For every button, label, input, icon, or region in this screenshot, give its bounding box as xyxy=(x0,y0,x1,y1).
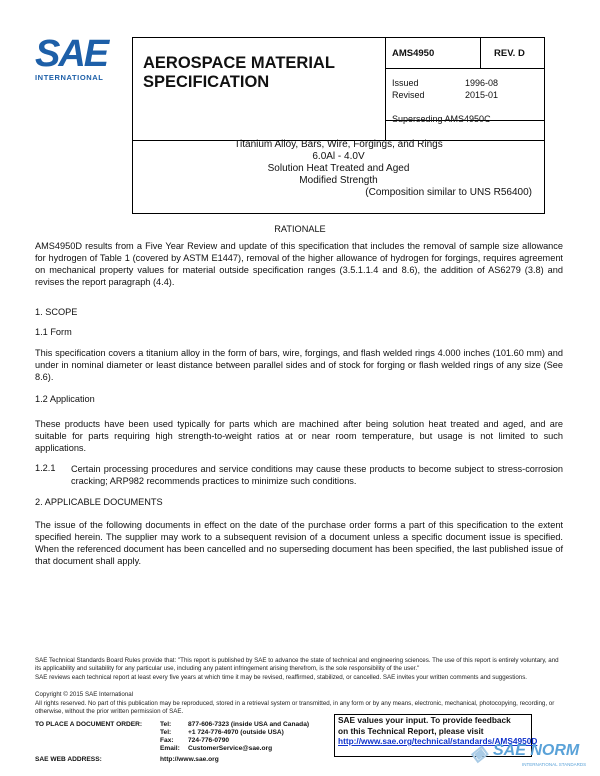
copyright: Copyright © 2015 SAE International xyxy=(35,691,134,698)
revised-label: Revised xyxy=(392,90,425,100)
logo-subtitle: INTERNATIONAL xyxy=(35,73,104,82)
tel-label-1: Tel: xyxy=(160,721,172,728)
material-title-block xyxy=(132,139,545,214)
rationale-heading: RATIONALE xyxy=(274,224,326,234)
section-1-heading: 1. SCOPE xyxy=(35,307,78,317)
tel-value-1[interactable]: 877-606-7323 (inside USA and Canada) xyxy=(188,721,310,728)
revision: REV. D xyxy=(494,48,525,59)
section-2-heading: 2. APPLICABLE DOCUMENTS xyxy=(35,497,163,507)
footer-note-2: SAE reviews each technical report at least every five years at which time it may be revised, reaffirmed, stabilized, or cancelled. SAE invites your written comments and suggestions. xyxy=(35,674,528,681)
rationale-text: AMS4950D results from a Five Year Review and update of this specification that includes the removal of sample size allowance for hydrogen of Table 1 (covered by ASTM E1447), removal of the higher allowance of hydrogen for forgings, requires agreement on mechanical property values for material outside specification ranges (3.5.1.1.4 and 8.6), the addition of AS6279 (3.8) and revises the report paragraph (4.4). xyxy=(35,241,563,287)
tel-label-2: Tel: xyxy=(160,729,172,736)
footer-note-1: SAE Technical Standards Board Rules provide that: "This report is published by SAE to advance the state of technical and engineering sciences. The use of this report is entirely voluntary, and its applicability and suitability for any particular use, including any patent infringement arising therefrom, is the sole responsibility of the user." xyxy=(35,657,559,672)
feedback-link[interactable]: http://www.sae.org/technical/standards/AMS4950D xyxy=(338,736,538,746)
title-block-line-4: Modified Strength xyxy=(299,175,378,186)
issued-value: 1996-08 xyxy=(465,78,499,88)
title-line-1: AEROSPACE MATERIAL xyxy=(143,54,335,72)
fax-value: 724-776-0790 xyxy=(188,737,230,744)
order-label: TO PLACE A DOCUMENT ORDER: xyxy=(35,721,143,728)
email-label: Email: xyxy=(160,745,180,752)
title-line-2: SPECIFICATION xyxy=(143,73,270,91)
email-value[interactable]: CustomerService@sae.org xyxy=(188,745,273,752)
rights-notice: All rights reserved. No part of this publication may be reproduced, stored in a retrieval system or transmitted, in any form or by any means, electronic, mechanical, photocopying, recording, or otherwise, without the prior written permission of SAE. xyxy=(35,700,555,715)
web-label: SAE WEB ADDRESS: xyxy=(35,756,102,763)
title-block-line-5: (Composition similar to UNS R56400) xyxy=(365,187,532,198)
feedback-line-1: SAE values your input. To provide feedback xyxy=(338,715,511,725)
section-2-text: The issue of the following documents in effect on the date of the purchase order forms a part of this specification to the extent specified herein. The supplier may work to a subsequent revision of a document unless a specific document issue is specified. When the referenced document has been cancelled and no superseding document has been specified, the last published issue of that document shall apply. xyxy=(35,520,563,566)
doc-number: AMS4950 xyxy=(392,48,435,59)
issued-label: Issued xyxy=(392,78,419,88)
superseding: Superseding AMS4950C xyxy=(392,114,491,124)
watermark-subtext: INTERNATIONAL STANDARDS xyxy=(522,762,587,767)
title-block-line-2: 6.0Al - 4.0V xyxy=(312,151,365,162)
sae-logo xyxy=(35,33,113,82)
web-value[interactable]: http://www.sae.org xyxy=(160,756,219,763)
fax-label: Fax: xyxy=(160,737,174,744)
watermark-logo-icon: ◈ xyxy=(470,740,487,765)
logo-mark: SAE xyxy=(35,33,108,75)
tel-value-2[interactable]: +1 724-776-4970 (outside USA) xyxy=(188,729,284,736)
revised-value: 2015-01 xyxy=(465,90,499,100)
section-1-2-1-number: 1.2.1 xyxy=(35,463,56,473)
feedback-line-2: on this Technical Report, please visit xyxy=(338,725,484,736)
document-title xyxy=(143,54,335,92)
section-1-2-text: These products have been used typically for parts which are machined after being solution heat treated and aged, and are suitable for parts requiring high strength-to-weight ratios at or near room temperature, but usage is not limited to such applications. xyxy=(35,419,563,453)
title-block-line-1: Titanium Alloy, Bars, Wire, Forgings, and Rings xyxy=(234,139,443,150)
section-1-2-heading: 1.2 Application xyxy=(35,394,95,404)
header-box xyxy=(132,37,545,141)
title-block-line-3: Solution Heat Treated and Aged xyxy=(267,163,410,174)
watermark-text: SAE NORM xyxy=(493,742,580,759)
section-1-2-1-text: Certain processing procedures and service conditions may cause these products to become subject to stress-corrosion cracking; ARP982 recommends practices to minimize such conditions. xyxy=(71,464,563,486)
section-1-1-heading: 1.1 Form xyxy=(35,327,72,337)
section-1-1-text: This specification covers a titanium alloy in the form of bars, wire, forgings, and flash welded rings 4.000 inches (101.60 mm) and under in nominal diameter or least distance between parallel sides and of stock for forging or flash welded rings of any size (See 8.6). xyxy=(35,348,563,382)
